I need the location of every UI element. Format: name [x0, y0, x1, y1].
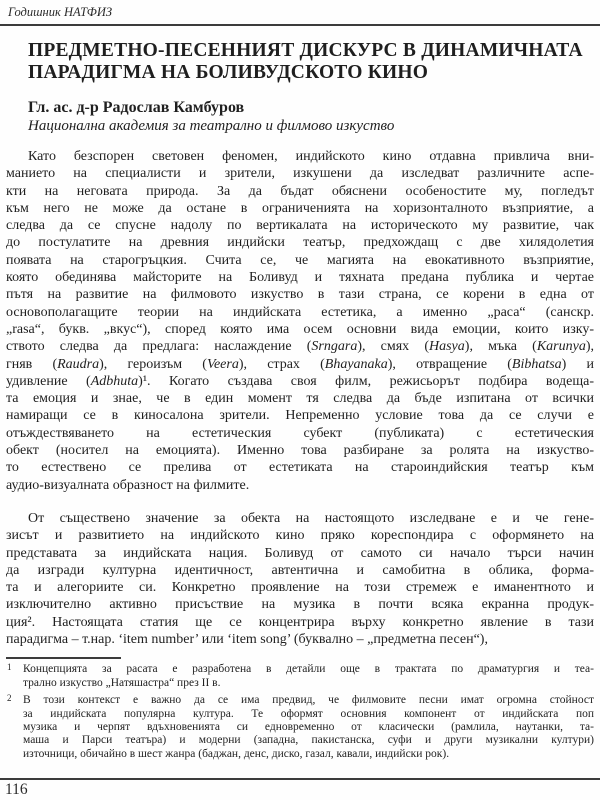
body-line: която обединява майсторите на Боливуд и тяхната предана публика и чертае — [6, 270, 594, 286]
body-line: ция². Настоящата статия ще се концентрира върху конкретно явление в тази — [6, 614, 594, 630]
body-line: зисът и развитието на индийското кино пряко кореспондира с оформянето на — [6, 528, 594, 544]
body-line: кти на неговата природа. За да бъдат обяснени особеностите му, погледът — [6, 183, 594, 199]
article-body — [6, 148, 594, 648]
article-title — [28, 40, 594, 84]
body-line: пътя на развитие на филмовото изкуство в тази страна, се корени в една от — [6, 287, 594, 303]
body-line: та емоция и знае, че в един момент тя следва да бъде изпитана от всички — [6, 391, 594, 407]
paragraph — [6, 510, 594, 648]
body-line: то естествено се прелива от естетиката на староиндийския театър към — [6, 460, 594, 476]
footnote-line: маша и Парси театъра) и модерни (западна, пакистанска, суфи и други музикални култури) — [23, 734, 594, 747]
article-title-line1: ПРЕДМЕТНО-ПЕСЕННИЯТ ДИСКУРС В ДИНАМИЧНАТА — [28, 40, 583, 61]
footnote — [6, 694, 594, 761]
body-line: манието на специалисти и зрители, изкушени да изследват различните аспе- — [6, 166, 594, 182]
article-title-line2: ПАРАДИГМА НА БОЛИВУДСКОТО КИНО — [28, 62, 429, 83]
body-line: появата на старогръцкия. Счита се, че магията на евокативното възприятие, — [6, 252, 594, 268]
body-line: аудио-визуалната образност на филмите. — [6, 477, 250, 493]
author-affiliation: Национална академия за театрално и филмово изкуство — [28, 118, 395, 134]
footnote-line: музика и черпят вдъхновенията си едновременно от класически (рамлила, наутанки, та- — [23, 720, 594, 733]
running-header: Годишник НАТФИЗ — [8, 5, 113, 19]
footnote-text — [23, 694, 594, 761]
body-line: обект (носител на емоцията). Именно това разбиране за ролята на изкуство- — [6, 443, 594, 459]
body-line: отъждествяването на естетическия субект (публиката) с естетическия — [6, 425, 594, 441]
body-line: към него не може да остане в ограниченията на хоризонталното възприятие, а — [6, 200, 594, 216]
body-line: изключително активно присъствие на музика в почти всяка екранна продук- — [6, 597, 594, 613]
footnote-line: В този контекст е важно да се има предвид, че филмовите песни имат огромна стойност — [23, 694, 594, 707]
body-line: та и алегориите си. Конкретно проявление на този стремеж е иманентното и — [6, 580, 594, 596]
footnote-marker: 2 — [7, 693, 12, 704]
body-line: следва да се спусне надолу по вертикалата на историческото му развитие, чак — [6, 218, 594, 234]
footnote-separator — [6, 657, 121, 659]
footnote — [6, 663, 594, 690]
body-line: Като безспорен световен феномен, индийското кино отдавна привлича вни- — [28, 149, 594, 164]
footnotes — [6, 663, 594, 761]
body-line: удивление (Adbhuta)¹. Когато създава своя филм, режисьорът подбира водеща- — [6, 373, 594, 389]
body-line: „rasa“, букв. „вкус“), според която има осем основни вида емоции, които изку- — [6, 321, 594, 337]
header-rule — [0, 24, 600, 26]
footnote-line: източници, обичайно в шест жанра (баджан, денс, диско, газал, кавали, индийски рок). — [23, 747, 450, 760]
body-line: ството следва да предлага: наслаждение (Srngara), смях (Hasya), мъка (Karunya), — [6, 339, 595, 355]
body-line: основополагащите теории на индийската естетика, а именно „раса“ (санскр. — [6, 304, 594, 320]
page-number: 116 — [5, 781, 28, 798]
body-line: намиращи се в киносалона зрители. Непременно условие това да се случи е — [6, 408, 594, 424]
body-line: гняв (Raudra), героизъм (Veera), страх (Bhayanaka), отвращение (Bibhatsa) и — [6, 356, 595, 372]
footnote-line: за индийската популярна култура. Те оформят основния компонент от индийската поп — [23, 707, 594, 720]
footer-rule — [0, 778, 600, 780]
footnote-line: трално изкуство „Натяшастра“ през II в. — [23, 676, 221, 689]
footnote-line: Концепцията за расата е разработена в детайли още в трактата по драматургия и теа- — [23, 663, 594, 676]
body-line: до постулатите на древния индийски театър, предхождащ с две хилядолетия — [6, 235, 594, 251]
body-line: От съществено значение за обекта на настоящото изследване е и че гене- — [28, 510, 594, 526]
author-name: Гл. ас. д-р Радослав Камбуров — [28, 99, 245, 116]
body-line: да изгради културна идентичност, автентична и самобитна в облика, форма- — [6, 562, 594, 578]
footnote-marker: 1 — [7, 662, 12, 673]
body-line: парадигма – т.нар. ‘item number’ или ‘item song’ (буквално – „предметна песен“), — [6, 632, 488, 648]
footnote-text — [23, 663, 594, 690]
paragraph — [6, 148, 594, 494]
body-line: представата за индийската нация. Боливуд от самото си начало търси начин — [6, 545, 594, 561]
